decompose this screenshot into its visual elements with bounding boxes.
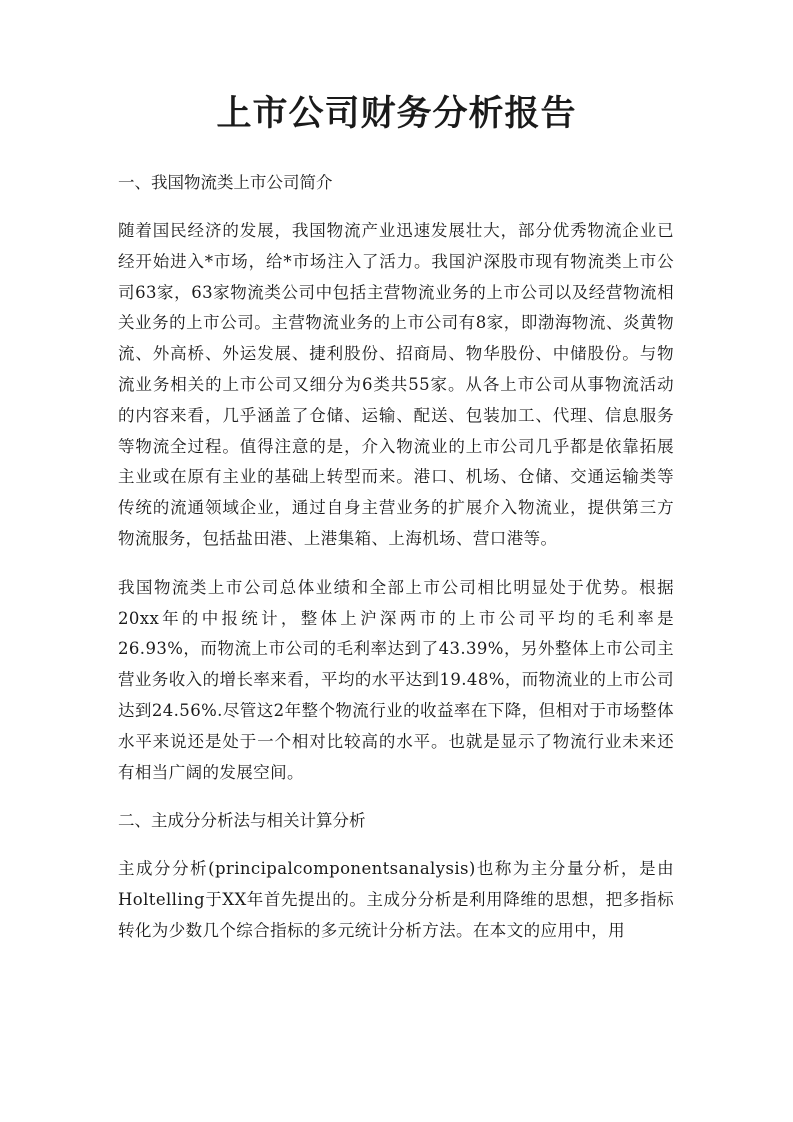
section-1-paragraph-1: 随着国民经济的发展，我国物流产业迅速发展壮大，部分优秀物流企业已经开始进入*市场，给*市场注入了活力。我国沪深股市现有物流类上市公司63家，63家物流类公司中包括主营物流业务的上市公司以及经营物流相关业务的上市公司。主营物流业务的上市公司有8家，即渤海物流、炎黄物流、外高桥、外运发展、捷利股份、招商局、物华股份、中储股份。与物流业务相关的上市公司又细分为6类共55家。从各上市公司从事物流活动的内容来看，几乎涵盖了仓储、运输、配送、包装加工、代理、信息服务等物流全过程。值得注意的是，介入物流业的上市公司几乎都是依靠拓展主业或在原有主业的基础上转型而来。港口、机场、仓储、交通运输类等传统的流通领域企业，通过自身主营业务的扩展介入物流业，提供第三方物流服务，包括盐田港、上港集箱、上海机场、营口港等。 [118, 221, 674, 548]
document-body [118, 168, 674, 965]
document-title: 上市公司财务分析报告 [216, 93, 577, 134]
section-heading-1: 一、我国物流类上市公司简介 [118, 173, 333, 192]
section-heading-2: 二、主成分分析法与相关计算分析 [118, 811, 366, 831]
section-1-paragraph-2: 我国物流类上市公司总体业绩和全部上市公司相比明显处于优势。根据20xx年的中报统计，整体上沪深两市的上市公司平均的毛利率是26.93%，而物流上市公司的毛利率达到了43.39%，另外整体上市公司主营业务收入的增长率来看，平均的水平达到19.48%，而物流业的上市公司达到24.56%.尽管这2年整个物流行业的收益率在下降，但相对于市场整体水平来说还是处于一个相对比较高的水平。也就是显示了物流行业未来还有相当广阔的发展空间。 [118, 577, 674, 782]
section-2-paragraph-1: 主成分分析(principalcomponentsanalysis)也称为主分量分析，是由Holtelling于XX年首先提出的。主成分分析是利用降维的思想，把多指标转化为少数几个综合指标的多元统计分析方法。在本文的应用中，用 [118, 859, 674, 940]
